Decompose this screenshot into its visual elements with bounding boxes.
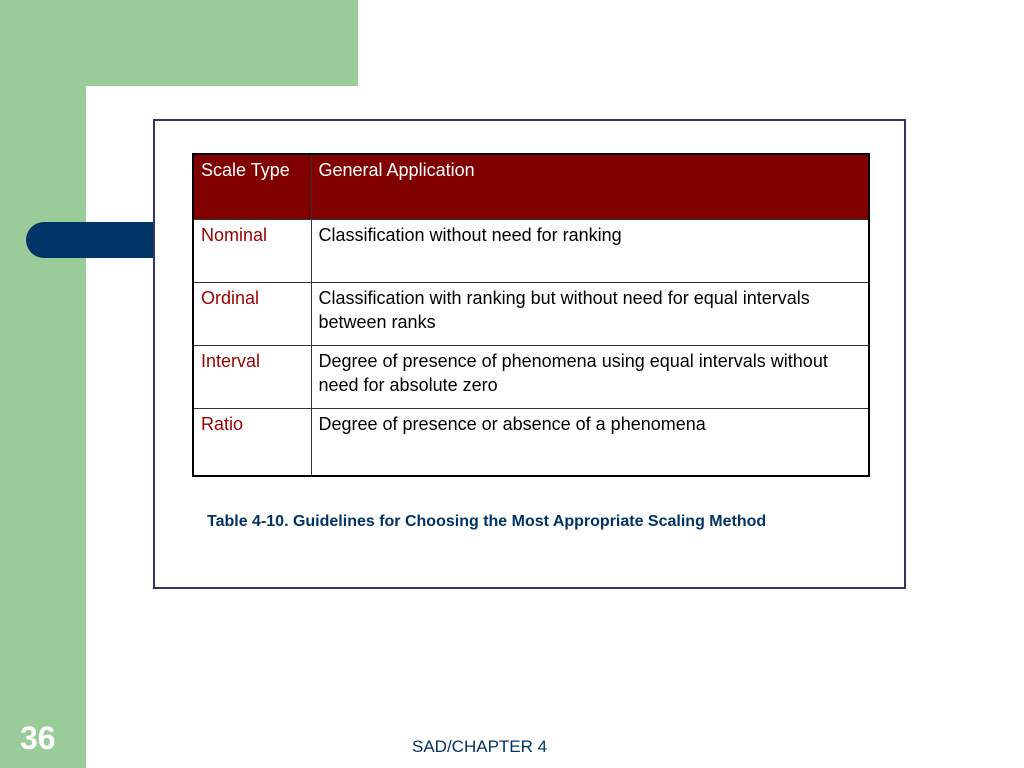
- scaling-guidelines-table: [192, 153, 870, 477]
- application-cell: Classification without need for ranking: [311, 220, 869, 283]
- header-scale-type: Scale Type: [193, 154, 311, 220]
- page-number: 36: [20, 720, 56, 756]
- scale-type-cell: Interval: [193, 346, 311, 409]
- application-cell: Classification with ranking but without need for equal intervals between ranks: [311, 283, 869, 346]
- table-header-row: [193, 154, 869, 220]
- scale-type-cell: Ratio: [193, 409, 311, 477]
- scale-type-cell: Nominal: [193, 220, 311, 283]
- scale-type-cell: Ordinal: [193, 283, 311, 346]
- table-row: [193, 409, 869, 477]
- green-sidebar-band: [0, 0, 86, 768]
- blue-accent-bar: [26, 222, 166, 258]
- table-row: [193, 220, 869, 283]
- header-general-application: General Application: [311, 154, 869, 220]
- application-cell: Degree of presence or absence of a phenomena: [311, 409, 869, 477]
- table-row: [193, 283, 869, 346]
- green-top-band: [0, 0, 358, 86]
- table-caption: Table 4-10. Guidelines for Choosing the Most Appropriate Scaling Method: [207, 513, 767, 530]
- table-row: [193, 346, 869, 409]
- footer-text: SAD/CHAPTER 4: [412, 737, 548, 756]
- application-cell: Degree of presence of phenomena using equal intervals without need for absolute zero: [311, 346, 869, 409]
